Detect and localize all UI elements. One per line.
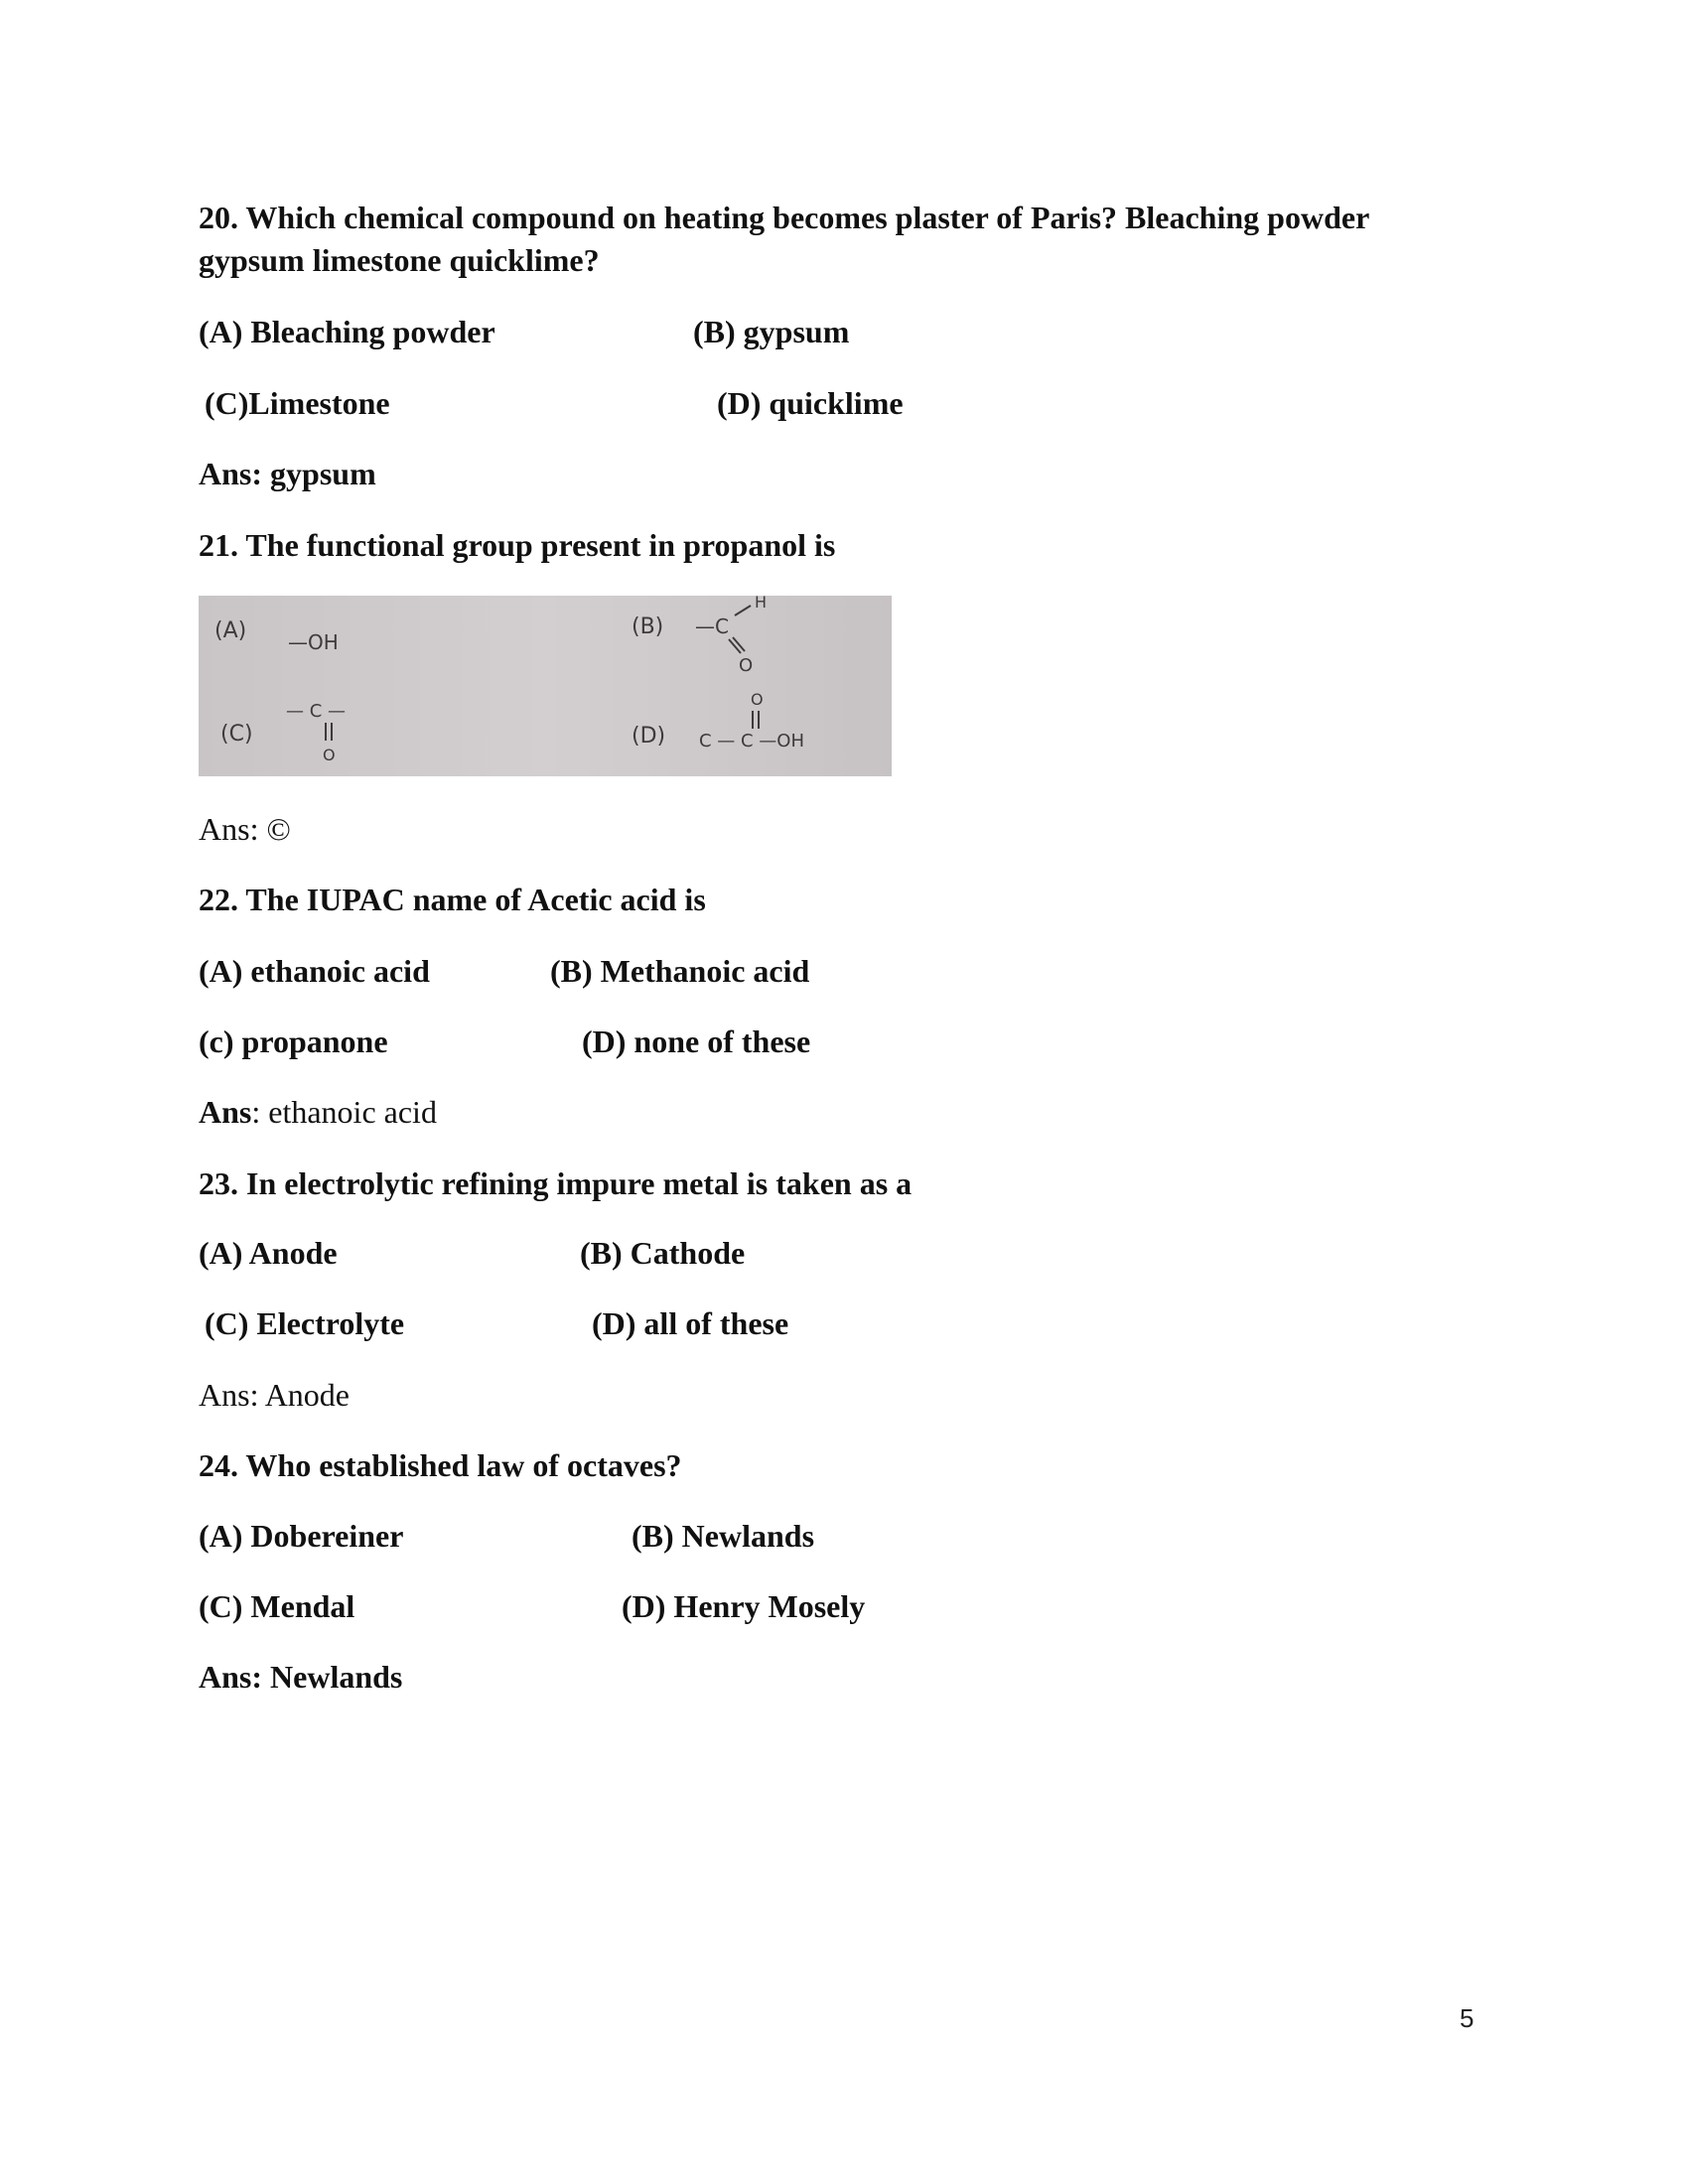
q24-answer: Ans: Newlands bbox=[199, 1659, 403, 1695]
figure-label-c: (C) bbox=[220, 722, 253, 747]
figure-label-d: (D) bbox=[632, 724, 666, 749]
figure-group-c-chain: — C — bbox=[286, 701, 347, 722]
question-20-line-1: 20. Which chemical compound on heating becomes plaster of Paris? Bleaching powder bbox=[199, 200, 1370, 235]
question-21: 21. The functional group present in propanol is bbox=[199, 527, 836, 563]
figure-group-b-o: O bbox=[739, 655, 754, 676]
q23-option-d: (D) all of these bbox=[592, 1305, 789, 1341]
figure-group-a: —OH bbox=[288, 630, 339, 654]
figure-group-b-h: H bbox=[755, 596, 768, 612]
page-number: 5 bbox=[1460, 2003, 1475, 2033]
q22-answer-label: Ans bbox=[199, 1094, 252, 1130]
q22-answer bbox=[199, 1090, 437, 1134]
q22-answer-text: : ethanoic acid bbox=[251, 1094, 437, 1130]
figure-group-d-o: O bbox=[751, 690, 764, 709]
q22-option-b: (B) Methanoic acid bbox=[550, 953, 810, 989]
q22-option-c: (c) propanone bbox=[199, 1024, 388, 1059]
q24-option-a: (A) Dobereiner bbox=[199, 1518, 404, 1554]
functional-group-diagram bbox=[199, 596, 892, 776]
q23-option-a: (A) Anode bbox=[199, 1235, 338, 1271]
figure-label-a: (A) bbox=[214, 618, 247, 643]
question-24: 24. Who established law of octaves? bbox=[199, 1447, 682, 1483]
q24-option-b: (B) Newlands bbox=[632, 1518, 815, 1554]
q20-answer: Ans: gypsum bbox=[199, 456, 376, 491]
q23-option-b: (B) Cathode bbox=[580, 1235, 746, 1271]
figure-label-b: (B) bbox=[632, 614, 664, 639]
q22-option-d: (D) none of these bbox=[582, 1024, 811, 1059]
q22-option-a: (A) ethanoic acid bbox=[199, 953, 430, 989]
q20-option-c: (C)Limestone bbox=[205, 385, 390, 421]
question-23: 23. In electrolytic refining impure metal is taken as a bbox=[199, 1165, 913, 1201]
figure-group-c-o: O bbox=[323, 746, 336, 764]
question-22: 22. The IUPAC name of Acetic acid is bbox=[199, 882, 706, 917]
question-20-line-2: gypsum limestone quicklime? bbox=[199, 242, 600, 278]
q20-option-a: (A) Bleaching powder bbox=[199, 314, 495, 349]
q20-option-b: (B) gypsum bbox=[693, 314, 850, 349]
figure-group-b-carbon: —C bbox=[695, 614, 729, 638]
functional-group-figure bbox=[199, 596, 892, 776]
q23-answer: Ans: Anode bbox=[199, 1377, 350, 1413]
q21-answer: Ans: © bbox=[199, 811, 291, 847]
figure-group-d-chain: C — C —OH bbox=[699, 731, 805, 751]
q20-option-d: (D) quicklime bbox=[717, 385, 904, 421]
q24-option-d: (D) Henry Mosely bbox=[622, 1588, 866, 1624]
q24-option-c: (C) Mendal bbox=[199, 1588, 355, 1624]
q23-option-c: (C) Electrolyte bbox=[205, 1305, 405, 1341]
